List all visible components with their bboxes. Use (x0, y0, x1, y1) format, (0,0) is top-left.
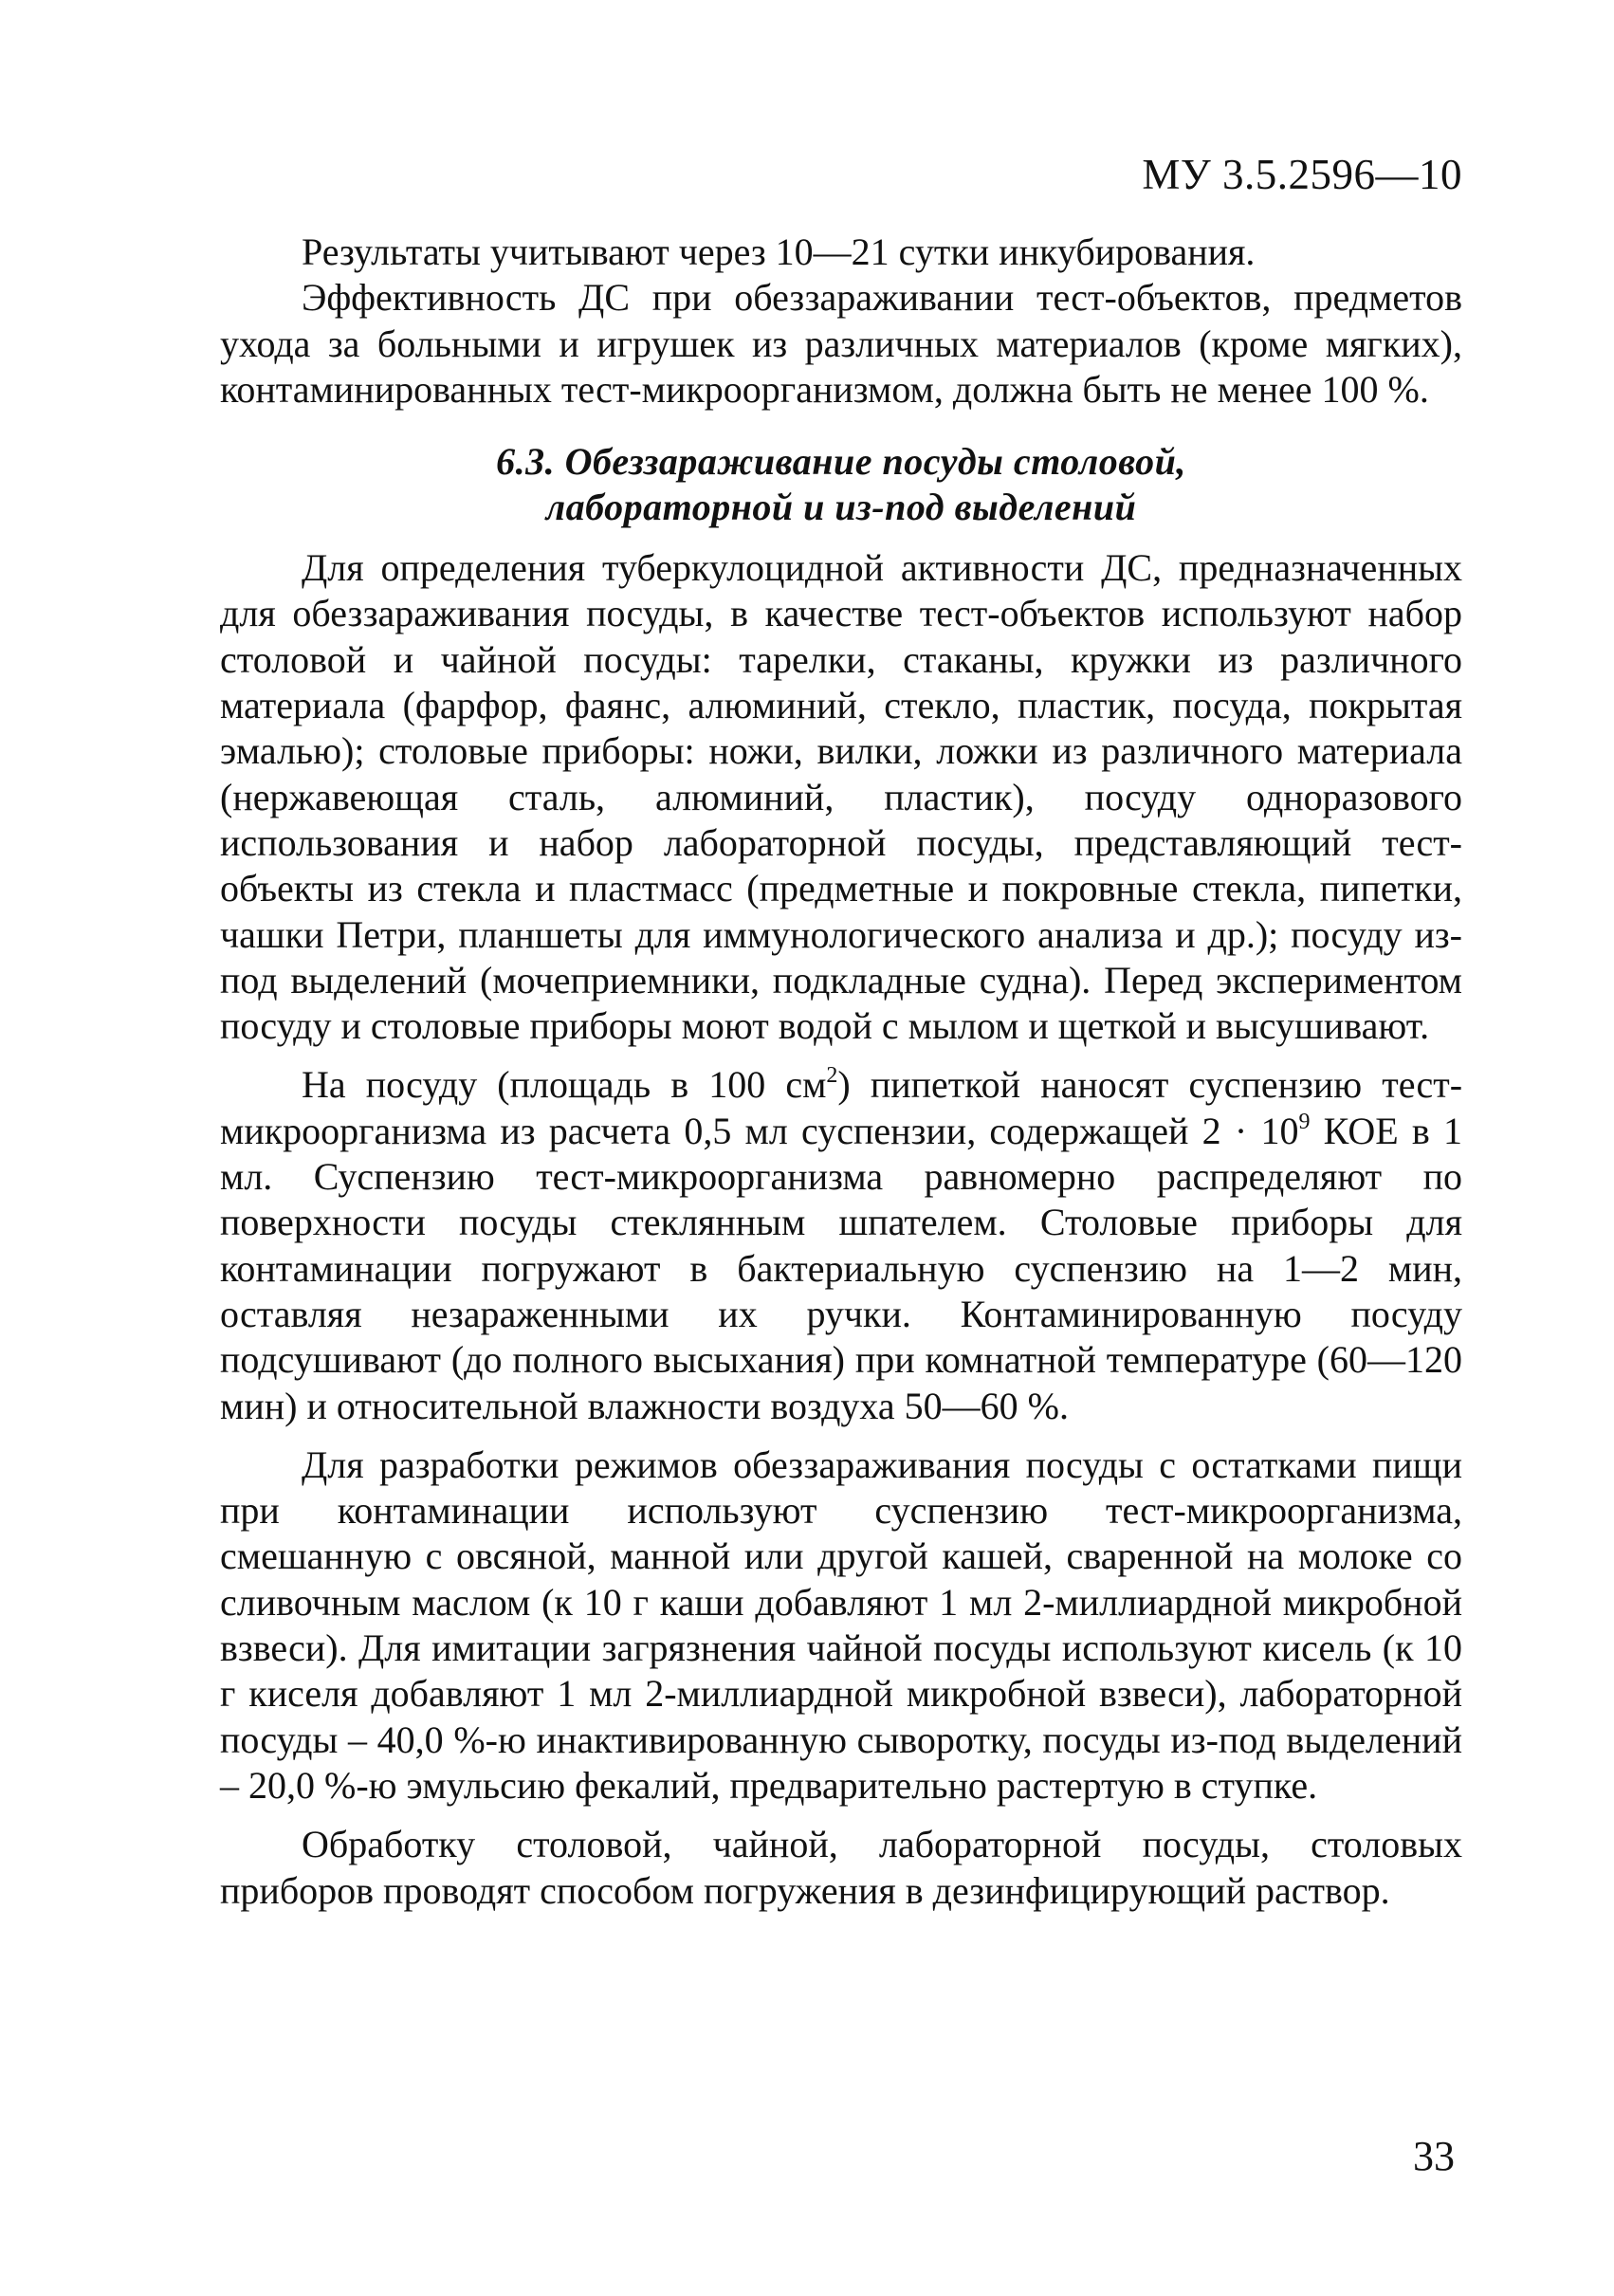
superscript: 9 (1298, 1109, 1311, 1134)
text-fragment: ) пипеткой наносят суспензию тест-микроорганизма из расчета 0,5 мл суспензии, содержащей 2 · 10 (220, 1063, 1463, 1152)
paragraph-food-residue: Для разработки режимов обеззараживания посуды с остатками пищи при контаминации используют суспензию тест-микроорганизма, смешанную с овсяной, манной или другой кашей, сваренной на молоке со сливочным маслом (к 10 г каши добавляют 1 мл 2-миллиардной микробной взвеси). Для имитации загрязнения чайной посуды используют кисель (к 10 г киселя добавляют 1 мл 2-миллиардной микробной взвеси), лабораторной посуды – 40,0 %-ю инактивированную сыворотку, посуды из-под выделений – 20,0 %-ю эмульсию фекалий, предварительно растертую в ступке. (220, 1442, 1462, 1807)
page-number: 33 (1413, 2133, 1455, 2179)
paragraph-treatment: Обработку столовой, чайной, лабораторной посуды, столовых приборов проводят способом погружения в дезинфицирующий раствор. (220, 1823, 1462, 1912)
section-title-line-2: лабораторной и из-под выделений (545, 486, 1137, 529)
page-body (220, 230, 1462, 1914)
document-code: МУ 3.5.2596—10 (1142, 151, 1462, 198)
section-heading (220, 439, 1462, 530)
paragraph-results: Результаты учитывают через 10—21 сутки инкубирования. (302, 230, 1256, 273)
text-fragment: КОЕ в 1 мл. Суспензию тест-микроорганизма равномерно распределяют по поверхности посуды стеклянным шпателем. Столовые приборы для контаминации погружают в бактериальную суспензию на 1—2 мин, оставляя незараженными их ручки. Контаминированную посуду подсушивают (до полного высыхания) при комнатной температуре (60—120 мин) и относительной влажности воздуха 50—60 %. (220, 1109, 1462, 1427)
paragraph-effectiveness: Эффективность ДС при обеззараживании тест-объектов, предметов ухода за больными и игрушек из различных материалов (кроме мягких), контаминированных тест-микроорганизмом, должна быть не менее 100 %. (220, 276, 1462, 411)
paragraph-contamination (220, 1062, 1462, 1428)
superscript: 2 (826, 1063, 838, 1089)
section-title-line-1: 6.3. Обеззараживание посуды столовой, (496, 440, 1186, 484)
paragraph-test-objects: Для определения туберкулоцидной активности ДС, предназначенных для обеззараживания посуды, в качестве тест-объектов используют набор столовой и чайной посуды: тарелки, стаканы, кружки из различного материала (фарфор, фаянс, алюминий, стекло, пластик, посуда, покрытая эмалью); столовые приборы: ножи, вилки, ложки из различного материала (нержавеющая сталь, алюминий, пластик), посуду одноразового использования и набор лабораторной посуды, представляющий тест-объекты из стекла и пластмасс (предметные и покровные стекла, пипетки, чашки Петри, планшеты для иммунологического анализа и др.); посуду из-под выделений (мочеприемники, подкладные судна). Перед экспериментом посуду и столовые приборы моют водой с мылом и щеткой и высушивают. (220, 546, 1462, 1048)
text-fragment: На посуду (площадь в 100 см (302, 1063, 827, 1107)
